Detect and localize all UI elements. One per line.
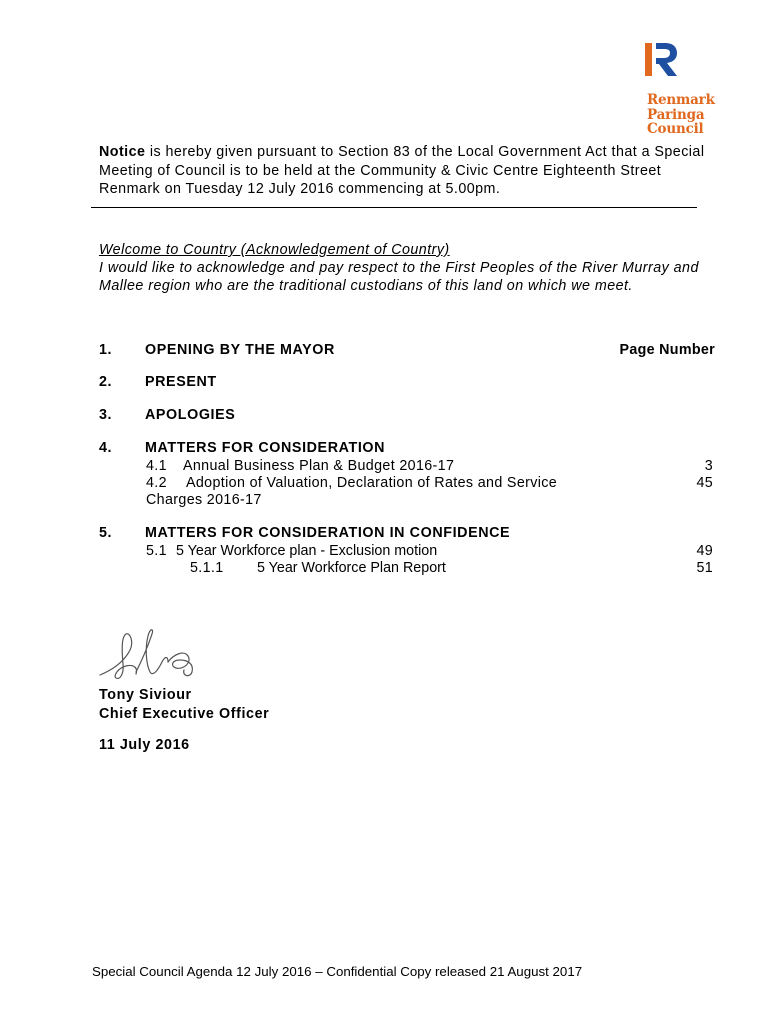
council-logo-mark [644,40,680,80]
page-number-column-header: Page Number [619,342,715,358]
signature-image [92,620,207,690]
notice-text: is hereby given pursuant to Section 83 of the Local Government Act that a Special Meeting of Council is to be held at the Community & Civic Centre Eighteenth Street Renmark on Tuesday 12 July 2016 commencing at 5.00pm. [99,144,705,197]
agenda-subitem-title: 5 Year Workforce Plan Report [257,560,446,576]
signatory-role: Chief Executive Officer [99,705,270,722]
welcome-body: I would like to acknowledge and pay respect to the First Peoples of the River Murray and Mallee region who are the traditional custodians of this land on which we meet. [99,260,699,295]
agenda-subitem-number: 5.1.1 [190,560,224,576]
agenda-page-number: 45 [696,475,713,491]
signoff-block [99,686,269,723]
agenda-subitem-number: 4.2 [146,475,167,491]
notice-lead: Notice [99,144,146,160]
agenda-item-title: APOLOGIES [145,407,236,423]
agenda-item-number: 3. [99,407,113,423]
council-logo [640,40,730,140]
agenda-item-number: 4. [99,440,113,456]
welcome-heading: Welcome to Country (Acknowledgement of Country) [99,242,450,258]
agenda-item-number: 1. [99,342,113,358]
agenda-item-title: MATTERS FOR CONSIDERATION [145,440,386,456]
page-footer: Special Council Agenda 12 July 2016 – Confidential Copy released 21 August 2017 [92,964,583,979]
agenda-subitem-continuation: Charges 2016-17 [146,492,262,508]
logo-line-council: Council [647,121,704,137]
agenda-item-number: 2. [99,374,113,390]
agenda-item-title: PRESENT [145,374,217,390]
agenda-page-number: 3 [704,458,713,474]
agenda-item-title: OPENING BY THE MAYOR [145,342,335,358]
logo-line-renmark: Renmark [647,92,715,108]
agenda-page-number: 51 [696,560,713,576]
agenda-subitem-title: Adoption of Valuation, Declaration of Rates and Service [186,475,558,491]
signatory-name: Tony Siviour [99,687,192,703]
agenda-item-title: MATTERS FOR CONSIDERATION IN CONFIDENCE [145,525,511,541]
meeting-notice [99,143,719,199]
agenda-subitem-number: 4.1 [146,458,167,474]
agenda-subitem-title: 5 Year Workforce plan - Exclusion motion [176,543,438,559]
divider-rule [91,207,697,208]
logo-line-paringa: Paringa [647,106,705,123]
signoff-date: 11 July 2016 [99,737,190,753]
agenda-item-number: 5. [99,525,113,541]
agenda-subitem-title: Annual Business Plan & Budget 2016-17 [183,458,455,474]
welcome-to-country [99,241,699,296]
agenda-subitem-number: 5.1 [146,543,167,559]
council-logo-text [647,93,715,137]
agenda-page-number: 49 [696,543,713,559]
